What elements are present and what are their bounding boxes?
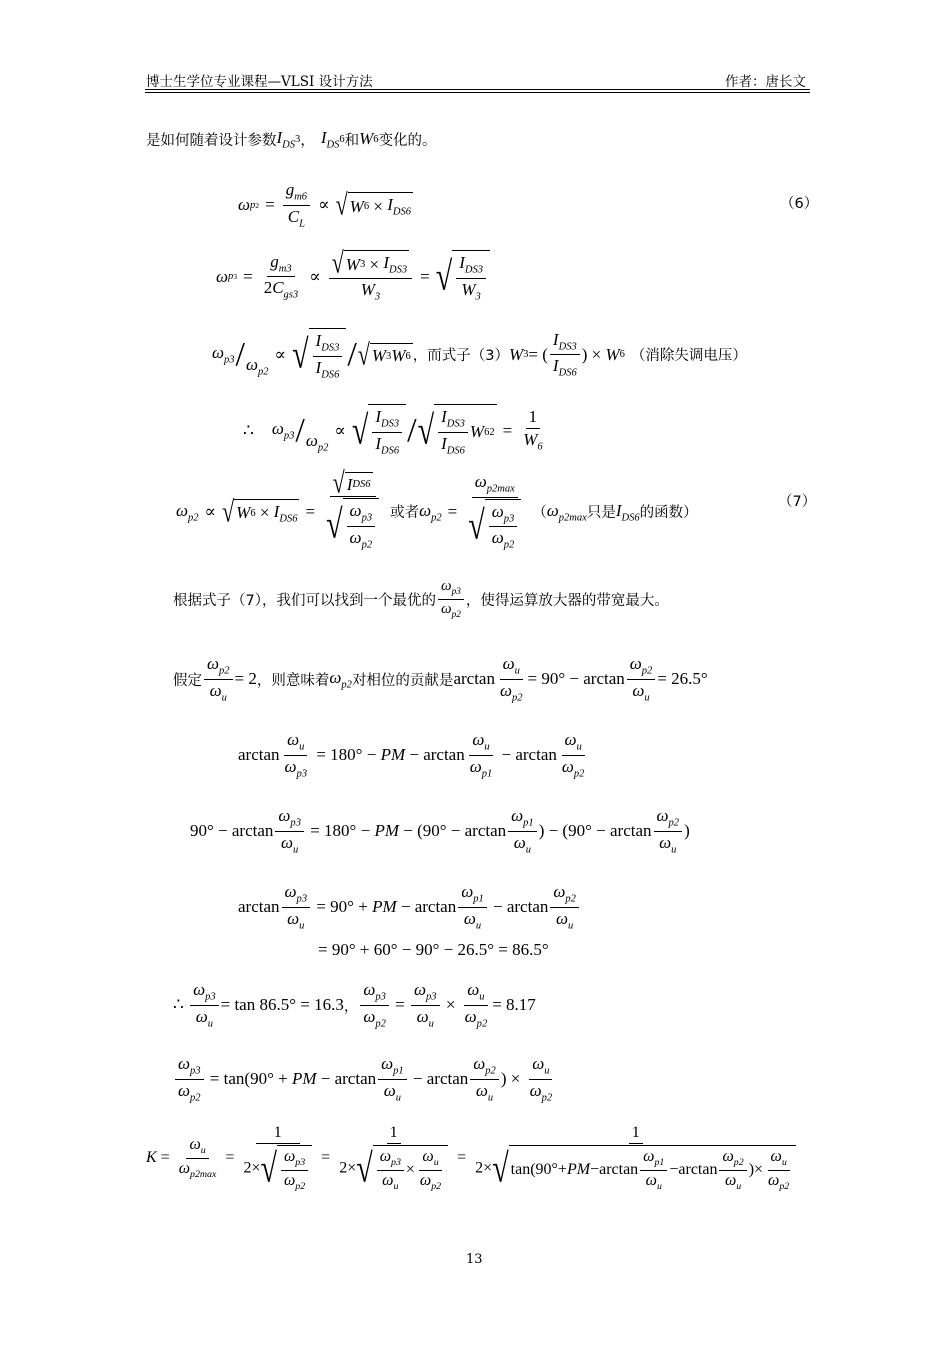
equation-ratio: $\omega_{p3}$ / $\omega_{p2}$ ∝ √ $\frac{I_{DS3}}{I_{DS6}}$ / √ W 3 W 6 ，而式子（3） W 3 = ( $\frac{I_{DS3}}{I_{DS6}}$ ) × W 6 （消除失调电压） — [212, 329, 747, 380]
equation-7: $\omega_{p2}$ ∝ √ W 6 × $I_{DS6}$ = √ I DS6 √ $\frac{\omega_{p3}}{\omega_{p2}}$ 或者 $\omega_{p2}$ = $\omega_{p2max}$ √ $\frac{\omega_{p3}}{\omega_{p2}}$ （ $\omega_{p2max}$ 只是 $I_{DS6}$ 的函数） — [176, 466, 698, 551]
equation-6: ω p 2 = $\frac{g_{m6}}{C_L}$ ∝ √ W 6 × $I_{DS6}$ — [238, 180, 412, 229]
equation-number-7: （7） — [778, 494, 817, 510]
equation-therefore: ∴ $\omega_{p3}$ / $\omega_{p2}$ ∝ √ $\frac{I_{DS3}}{I_{DS6}}$ / √ $\frac{I_{DS3}}{I_{DS6}}$ W 6 2 = $\frac{1}{W_6}$ — [243, 404, 548, 457]
equation-arctan-2: 90° − arctan $\frac{\omega_{p3}}{\omega_u}$ = 180° − PM − (90° − arctan $\frac{\omega_{p1}}{\omega_u}$ ) − (90° − arctan $\frac{\omega_{p2}}{\omega_u}$ ) — [190, 806, 690, 855]
equation-wp3: ω p 3 = $\frac{g_{m3}}{2C_{gs3}}$ ∝ √ W 3 × $I_{DS3}$ $W_3$ = √ $\frac{I_{DS3}}{W_3}$ — [216, 250, 490, 303]
equation-number-6: （6） — [780, 196, 819, 212]
equation-arctan-1: arctan $\frac{\omega_u}{\omega_{p3}}$ = 180° − PM − arctan $\frac{\omega_u}{\omega_{p1}}$ − arctan $\frac{\omega_u}{\omega_{p2}}$ — [238, 730, 585, 779]
header-rule-bottom — [145, 92, 810, 93]
equation-tan-expression: $\frac{\omega_{p3}}{\omega_{p2}}$ = tan(90° + PM − arctan $\frac{\omega_{p1}}{\omega_u}$ − arctan $\frac{\omega_{p2}}{\omega_u}$ ) × $\frac{\omega_u}{\omega_{p2}}$ — [173, 1054, 557, 1104]
running-header-left: 博士生学位专业课程—VLSI 设计方法 — [146, 74, 373, 90]
intro-line: 是如何随着设计参数 $I_{DS}$ 3 ， $I_{DS}$ 6 和 W 6 变化的。 — [146, 128, 437, 151]
equation-K: K = $\frac{\omega_u}{\omega_{p2max}}$ = 1 2× √ $\frac{\omega_{p3}}{\omega_{p2}}$ = 1 2× √ $\frac{\omega_{p3}}{\omega_u}$ × $\frac{\omega_u}{\omega_{p2}}$ = 1 2× √ tan(90°+ PM −arctan $\frac{\omega_{p1}}{\omega_u}$ −arctan $\frac{\omega_{p2}}{\omega_u}$ )× $\frac{\omega_u}{\omega_{p2}}$ — [146, 1124, 801, 1193]
paragraph-assume: 假定 $\frac{\omega_{p2}}{\omega_u}$ = 2 ，则意味着 $\omega_{p2}$ 对相位的贡献是 arctan $\frac{\omega_u}{\omega_{p2}}$ = 90° − arctan $\frac{\omega_{p2}}{\omega_u}$ = 26.5° — [173, 654, 708, 703]
equation-numeric: = 90° + 60° − 90° − 26.5° = 86.5° — [318, 940, 549, 959]
equation-arctan-3: arctan $\frac{\omega_{p3}}{\omega_u}$ = 90° + PM − arctan $\frac{\omega_{p1}}{\omega_u}$ − arctan $\frac{\omega_{p2}}{\omega_u}$ — [238, 882, 581, 932]
paragraph-optimal: 根据式子（7），我们可以找到一个最优的 $\frac{\omega_{p3}}{\omega_{p2}}$ ，使得运算放大器的带宽最大。 — [173, 578, 669, 620]
running-header-right: 作者：唐长文 — [725, 74, 806, 90]
equation-tan: ∴ $\frac{\omega_{p3}}{\omega_u}$ = tan 86.5° = 16.3 ， $\frac{\omega_{p3}}{\omega_{p2}}$ = $\frac{\omega_{p3}}{\omega_u}$ × $\frac{\omega_u}{\omega_{p2}}$ = 8.17 — [173, 980, 536, 1029]
page-number: 13 — [466, 1252, 483, 1267]
header-rule-top — [145, 89, 810, 90]
